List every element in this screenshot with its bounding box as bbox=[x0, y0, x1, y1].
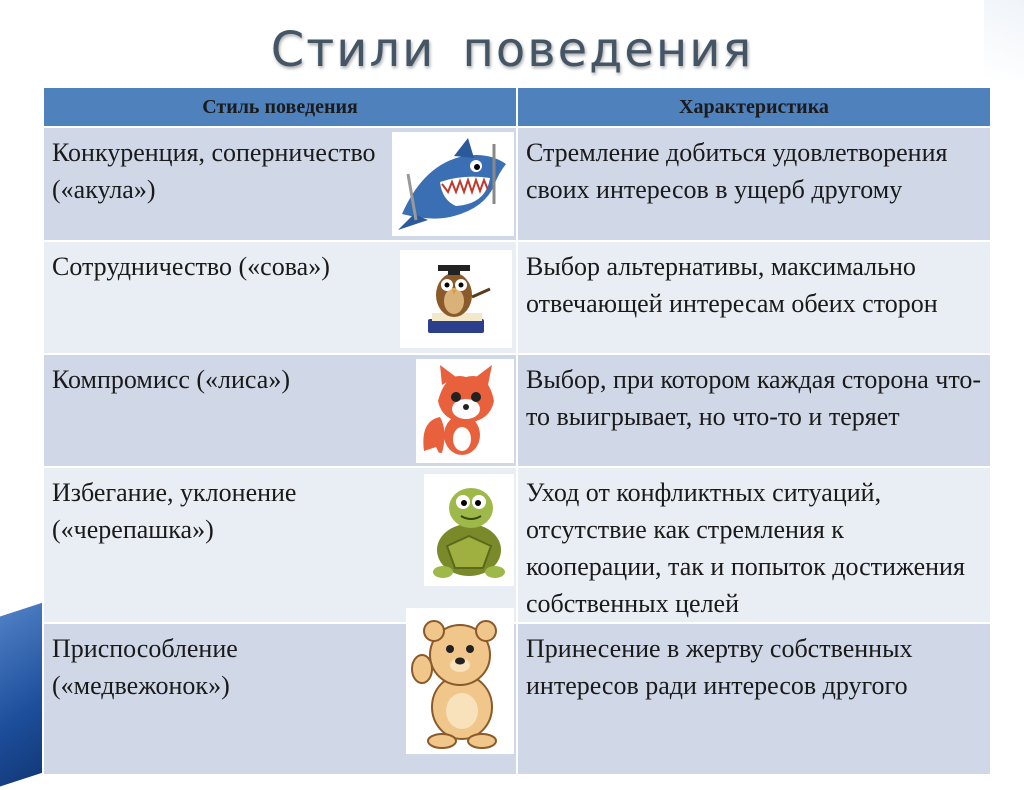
style-name: Конкуренция, соперничество («акула») bbox=[52, 138, 376, 204]
style-cell bbox=[43, 127, 517, 241]
table-row bbox=[43, 127, 991, 241]
table-row bbox=[43, 354, 991, 467]
description-cell: Уход от конфликтных ситуаций, отсутствие как стремления к кооперации, так и попыток достижения собственных целей bbox=[517, 467, 991, 623]
page-title: Стили поведения bbox=[270, 22, 754, 78]
owl-icon bbox=[400, 250, 512, 348]
shark-icon bbox=[392, 132, 514, 236]
description-cell: Стремление добиться удовлетворения своих интересов в ущерб другому bbox=[517, 127, 991, 241]
style-name: Компромисс («лиса») bbox=[52, 365, 290, 394]
behavior-styles-table bbox=[42, 86, 992, 776]
column-header-description: Характеристика bbox=[517, 87, 991, 127]
table-row bbox=[43, 241, 991, 354]
fox-icon bbox=[416, 359, 514, 463]
style-cell bbox=[43, 241, 517, 354]
table-row bbox=[43, 467, 991, 623]
style-name: Приспособление («медвежонок») bbox=[52, 634, 238, 700]
style-cell bbox=[43, 467, 517, 623]
style-name: Сотрудничество («сова») bbox=[52, 252, 330, 281]
description-cell: Выбор, при котором каждая сторона что-то выигрывает, но что-то и теряет bbox=[517, 354, 991, 467]
turtle-icon bbox=[424, 474, 514, 586]
column-header-style: Стиль поведения bbox=[43, 87, 517, 127]
style-name: Избегание, уклонение («черепашка») bbox=[52, 478, 297, 544]
table-row bbox=[43, 623, 991, 775]
description-cell: Принесение в жертву собственных интересов ради интересов другого bbox=[517, 623, 991, 775]
table-header-row bbox=[43, 87, 991, 127]
description-cell: Выбор альтернативы, максимально отвечающей интересам обеих сторон bbox=[517, 241, 991, 354]
bear-icon bbox=[406, 608, 514, 754]
style-cell bbox=[43, 623, 517, 775]
style-cell bbox=[43, 354, 517, 467]
